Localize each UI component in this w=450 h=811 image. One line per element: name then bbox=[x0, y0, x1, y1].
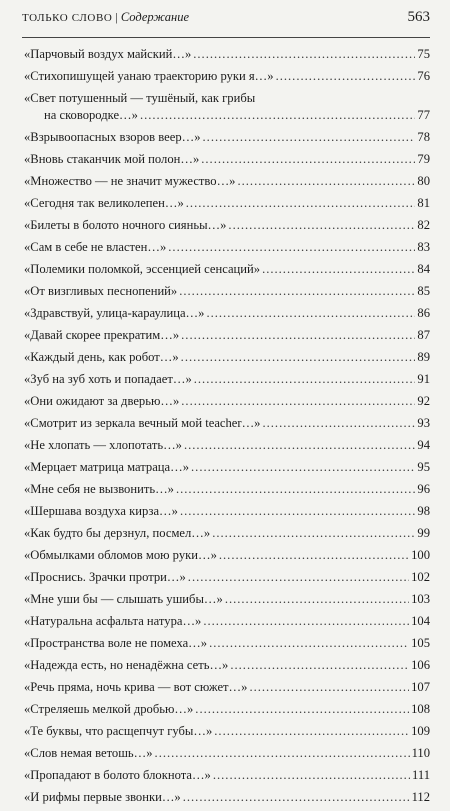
toc-title-line bbox=[24, 591, 430, 608]
toc-entry bbox=[24, 283, 430, 300]
toc-title: «От визгливых песнопений» bbox=[24, 284, 178, 298]
toc-title-line bbox=[24, 283, 430, 300]
toc-title-line bbox=[24, 613, 430, 630]
toc-title: «Речь пряма, ночь крива — вот сюжет…» bbox=[24, 680, 248, 694]
section-title: Содержание bbox=[120, 10, 190, 24]
dot-leader bbox=[214, 723, 409, 740]
toc-title-line bbox=[24, 789, 430, 806]
toc-page-number: 86 bbox=[417, 306, 430, 320]
toc-title: «Шершава воздуха кирза…» bbox=[24, 504, 178, 518]
dot-leader bbox=[203, 129, 416, 146]
toc-entry bbox=[24, 525, 430, 542]
toc-page-number: 89 bbox=[417, 350, 430, 364]
toc-title: «Множество — не значит мужество…» bbox=[24, 174, 236, 188]
toc-title-line bbox=[24, 261, 430, 278]
toc-title: «Взрывоопасных взоров веер…» bbox=[24, 130, 201, 144]
dot-leader bbox=[276, 68, 416, 85]
toc-page-number: 80 bbox=[417, 174, 430, 188]
toc-page-number: 103 bbox=[411, 592, 430, 606]
toc-title-line bbox=[24, 129, 430, 146]
dot-leader bbox=[249, 679, 409, 696]
toc-entry bbox=[24, 657, 430, 674]
toc-title-line bbox=[24, 239, 430, 256]
toc-entry bbox=[24, 569, 430, 586]
toc-title-line bbox=[24, 327, 430, 344]
toc-title: «Парчовый воздух майский…» bbox=[24, 47, 192, 61]
toc-entry bbox=[24, 503, 430, 520]
toc-title: «Сегодня так великолепен…» bbox=[24, 196, 184, 210]
book-title: ТОЛЬКО СЛОВО bbox=[22, 12, 113, 24]
toc-entry bbox=[24, 745, 430, 762]
dot-leader bbox=[225, 591, 409, 608]
toc-page-number: 92 bbox=[417, 394, 430, 408]
dot-leader bbox=[186, 195, 416, 212]
toc-title-line bbox=[24, 151, 430, 168]
toc-entry bbox=[24, 723, 430, 740]
toc-entry bbox=[24, 415, 430, 432]
dot-leader bbox=[262, 261, 415, 278]
toc-page-number: 81 bbox=[417, 196, 430, 210]
toc-page-number: 93 bbox=[417, 416, 430, 430]
toc-entry bbox=[24, 195, 430, 212]
toc-page-number: 91 bbox=[417, 372, 430, 386]
toc-entry bbox=[24, 68, 430, 85]
toc-title-line bbox=[24, 723, 430, 740]
toc-title-line bbox=[24, 525, 430, 542]
dot-leader bbox=[184, 437, 415, 454]
toc-title: «Каждый день, как робот…» bbox=[24, 350, 179, 364]
toc-title-line bbox=[24, 349, 430, 366]
toc-title: «Мерцает матрица матраца…» bbox=[24, 460, 190, 474]
toc-title: «Как будто бы дерзнул, посмел…» bbox=[24, 526, 211, 540]
toc-page-number: 87 bbox=[417, 328, 430, 342]
dot-leader bbox=[180, 503, 415, 520]
toc-page-number: 100 bbox=[411, 548, 430, 562]
toc-page-number: 98 bbox=[417, 504, 430, 518]
toc-title-line bbox=[24, 569, 430, 586]
toc-title: «Мне уши бы — слышать ушибы…» bbox=[24, 592, 223, 606]
toc-title-line bbox=[24, 547, 430, 564]
toc-page-number: 75 bbox=[417, 47, 430, 61]
toc-title: «Сам в себе не властен…» bbox=[24, 240, 167, 254]
toc-title-line bbox=[24, 635, 430, 652]
dot-leader bbox=[203, 613, 409, 630]
toc-page-number: 104 bbox=[411, 614, 430, 628]
toc-entry bbox=[24, 46, 430, 63]
dot-leader bbox=[237, 173, 415, 190]
dot-leader bbox=[168, 239, 415, 256]
toc-title: «Надежда есть, но ненадёжна сеть…» bbox=[24, 658, 229, 672]
dot-leader bbox=[140, 107, 415, 124]
toc-title: «Пространства воле не помеха…» bbox=[24, 636, 208, 650]
dot-leader bbox=[193, 46, 415, 63]
dot-leader bbox=[188, 569, 409, 586]
toc-title: «Проснись. Зрачки протри…» bbox=[24, 570, 186, 584]
toc-page-number: 111 bbox=[412, 768, 430, 782]
dot-leader bbox=[191, 459, 415, 476]
toc-page-number: 112 bbox=[411, 790, 430, 804]
toc-page-number: 84 bbox=[417, 262, 430, 276]
toc-page-number: 83 bbox=[417, 240, 430, 254]
toc-title-line bbox=[24, 195, 430, 212]
toc-title-line bbox=[24, 107, 430, 124]
dot-leader bbox=[206, 305, 415, 322]
toc-title: «Смотрит из зеркала вечный мой teacher…» bbox=[24, 416, 261, 430]
toc-entry bbox=[24, 459, 430, 476]
toc-title-line bbox=[24, 217, 430, 234]
running-header bbox=[22, 9, 430, 38]
toc-page-number: 107 bbox=[411, 680, 430, 694]
toc-page-number: 96 bbox=[417, 482, 430, 496]
toc-title-line bbox=[24, 679, 430, 696]
toc-title: «Билеты в болото ночного сияньы…» bbox=[24, 218, 227, 232]
toc-entry bbox=[24, 349, 430, 366]
toc-page-number: 109 bbox=[411, 724, 430, 738]
toc-title: «Полемики поломкой, эссенцией сенсаций» bbox=[24, 262, 261, 276]
toc-entry bbox=[24, 767, 430, 784]
toc-page-number: 78 bbox=[417, 130, 430, 144]
toc-page-number: 77 bbox=[417, 108, 430, 122]
toc-title: «Те буквы, что расщепчут губы…» bbox=[24, 724, 213, 738]
toc-title-line bbox=[24, 745, 430, 762]
header-separator: | bbox=[115, 10, 118, 24]
toc-title-line bbox=[24, 437, 430, 454]
toc-page-number: 94 bbox=[417, 438, 430, 452]
table-of-contents bbox=[24, 46, 430, 811]
toc-page-number: 85 bbox=[417, 284, 430, 298]
toc-title-line bbox=[24, 46, 430, 63]
toc-entry bbox=[24, 635, 430, 652]
toc-page-number: 110 bbox=[411, 746, 430, 760]
toc-entry bbox=[24, 591, 430, 608]
dot-leader bbox=[228, 217, 415, 234]
toc-entry bbox=[24, 789, 430, 806]
dot-leader bbox=[176, 481, 415, 498]
toc-entry bbox=[24, 393, 430, 410]
dot-leader bbox=[209, 635, 409, 652]
dot-leader bbox=[183, 789, 410, 806]
dot-leader bbox=[201, 151, 415, 168]
toc-entry bbox=[24, 437, 430, 454]
toc-title-line bbox=[24, 305, 430, 322]
toc-entry bbox=[24, 371, 430, 388]
toc-title: «Стихопишущей уанаю траекторию руки я…» bbox=[24, 69, 274, 83]
toc-entry bbox=[24, 239, 430, 256]
toc-entry bbox=[24, 481, 430, 498]
toc-title-line bbox=[24, 415, 430, 432]
toc-title-line bbox=[24, 481, 430, 498]
dot-leader bbox=[212, 525, 415, 542]
toc-entry bbox=[24, 261, 430, 278]
toc-page-number: 95 bbox=[417, 460, 430, 474]
toc-page-number: 105 bbox=[411, 636, 430, 650]
toc-title-line bbox=[24, 393, 430, 410]
toc-title-line bbox=[24, 371, 430, 388]
toc-title: «Натуральна асфальта натура…» bbox=[24, 614, 202, 628]
toc-title-line bbox=[24, 503, 430, 520]
toc-page-number: 106 bbox=[411, 658, 430, 672]
toc-page-number: 99 bbox=[417, 526, 430, 540]
toc-title: «И рифмы первые звонки…» bbox=[24, 790, 181, 804]
toc-title: «Обмылками обломов мою руки…» bbox=[24, 548, 217, 562]
toc-entry bbox=[24, 173, 430, 190]
toc-page-number: 82 bbox=[417, 218, 430, 232]
toc-entry bbox=[24, 305, 430, 322]
dot-leader bbox=[213, 767, 410, 784]
page-number: 563 bbox=[407, 9, 430, 25]
toc-page-number: 76 bbox=[417, 69, 430, 83]
dot-leader bbox=[181, 327, 415, 344]
dot-leader bbox=[181, 349, 416, 366]
toc-entry bbox=[24, 547, 430, 564]
toc-title: «Пропадают в болото блокнота…» bbox=[24, 768, 211, 782]
toc-title-line bbox=[24, 173, 430, 190]
dot-leader bbox=[181, 393, 415, 410]
toc-title: «Не хлопать — хлопотать…» bbox=[24, 438, 182, 452]
toc-page-number: 108 bbox=[411, 702, 430, 716]
dot-leader bbox=[194, 371, 416, 388]
toc-entry bbox=[24, 701, 430, 718]
toc-title: «Слов немая ветошь…» bbox=[24, 746, 153, 760]
toc-entry bbox=[24, 90, 430, 124]
toc-title: на сковородке…» bbox=[44, 108, 138, 122]
toc-title: «Здравствуй, улица-караулица…» bbox=[24, 306, 205, 320]
dot-leader bbox=[179, 283, 415, 300]
toc-entry bbox=[24, 151, 430, 168]
toc-title-line bbox=[24, 90, 430, 107]
toc-page-number: 79 bbox=[417, 152, 430, 166]
dot-leader bbox=[195, 701, 409, 718]
toc-title-line bbox=[24, 701, 430, 718]
dot-leader bbox=[219, 547, 409, 564]
toc-title: «Свет потушенный — тушёный, как грибы bbox=[24, 91, 256, 105]
toc-title: «Вновь стаканчик мой полон…» bbox=[24, 152, 200, 166]
toc-entry bbox=[24, 327, 430, 344]
toc-title: «Давай скорее прекратим…» bbox=[24, 328, 180, 342]
toc-title-line bbox=[24, 459, 430, 476]
toc-entry bbox=[24, 613, 430, 630]
toc-page-number: 102 bbox=[411, 570, 430, 584]
dot-leader bbox=[155, 745, 410, 762]
toc-title: «Стреляешь мелкой дробью…» bbox=[24, 702, 194, 716]
toc-title: «Мне себя не вызвонить…» bbox=[24, 482, 174, 496]
dot-leader bbox=[262, 415, 415, 432]
toc-entry bbox=[24, 129, 430, 146]
toc-title: «Они ожидают за дверью…» bbox=[24, 394, 180, 408]
toc-entry bbox=[24, 679, 430, 696]
dot-leader bbox=[230, 657, 409, 674]
toc-entry bbox=[24, 217, 430, 234]
toc-title-line bbox=[24, 657, 430, 674]
toc-title-line bbox=[24, 68, 430, 85]
toc-title-line bbox=[24, 767, 430, 784]
toc-title: «Зуб на зуб хоть и попадает…» bbox=[24, 372, 192, 386]
